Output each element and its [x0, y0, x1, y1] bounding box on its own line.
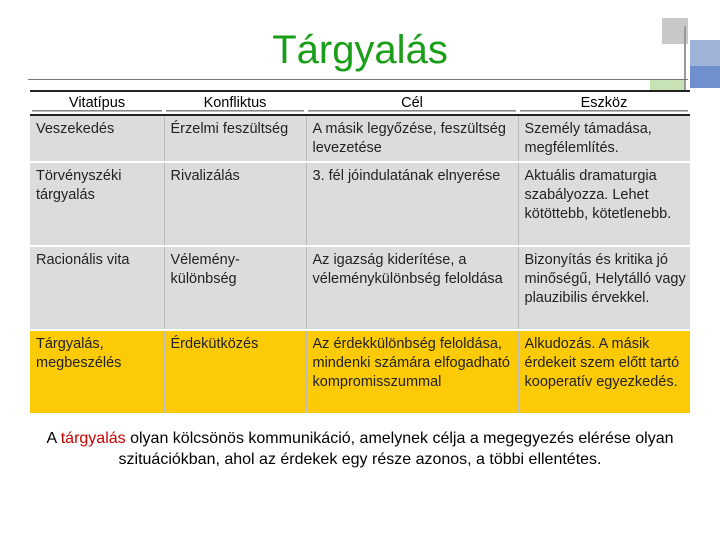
table-header-cell: Vitatípus [30, 91, 164, 115]
table-cell: Alkudozás. A másik érdekeit szem előtt tartó kooperatív egyezkedés. [518, 330, 690, 414]
table-cell: Törvényszéki tárgyalás [30, 162, 164, 246]
table-header-row [30, 91, 690, 115]
table-cell: A másik legyőzése, feszültség levezetése [306, 115, 518, 162]
table-cell: Az érdekkülönbség feloldása, mindenki számára elfogadható kompromisszummal [306, 330, 518, 414]
table-row [30, 162, 690, 246]
table-cell: Személy támadása, megfélemlítés. [518, 115, 690, 162]
table-cell: Érzelmi feszültség [164, 115, 306, 162]
decor-horizontal-line [28, 79, 688, 80]
table-cell: Érdekütközés [164, 330, 306, 414]
debate-types-table [30, 90, 690, 415]
table-cell: Racionális vita [30, 246, 164, 330]
table-cell: Az igazság kiderítése, a véleménykülönbség feloldása [306, 246, 518, 330]
table-cell: 3. fél jóindulatának elnyerése [306, 162, 518, 246]
table-row [30, 115, 690, 162]
highlighted-term: tárgyalás [60, 430, 126, 447]
page-title: Tárgyalás [272, 28, 448, 72]
table-cell: Tárgyalás, megbeszélés [30, 330, 164, 414]
table-row [30, 246, 690, 330]
definition-text: A tárgyalás olyan kölcsönös kommunikáció, amelynek célja a megegyezés elérése olyan szituációkban, ahol az érdekek egy része azonos, a többi ellentétes. [46, 430, 674, 468]
table-cell: Aktuális dramaturgia szabályozza. Lehet kötöttebb, kötetlenebb. [518, 162, 690, 246]
table-row [30, 330, 690, 414]
table-cell: Bizonyítás és kritika jó minőségű, Helytálló vagy plauzibilis érvekkel. [518, 246, 690, 330]
table-header-cell: Cél [306, 91, 518, 115]
table-cell: Rivalizálás [164, 162, 306, 246]
table-cell: Vélemény-különbség [164, 246, 306, 330]
table-header-cell: Konfliktus [164, 91, 306, 115]
table-header-cell: Eszköz [518, 91, 690, 115]
table-cell: Veszekedés [30, 115, 164, 162]
